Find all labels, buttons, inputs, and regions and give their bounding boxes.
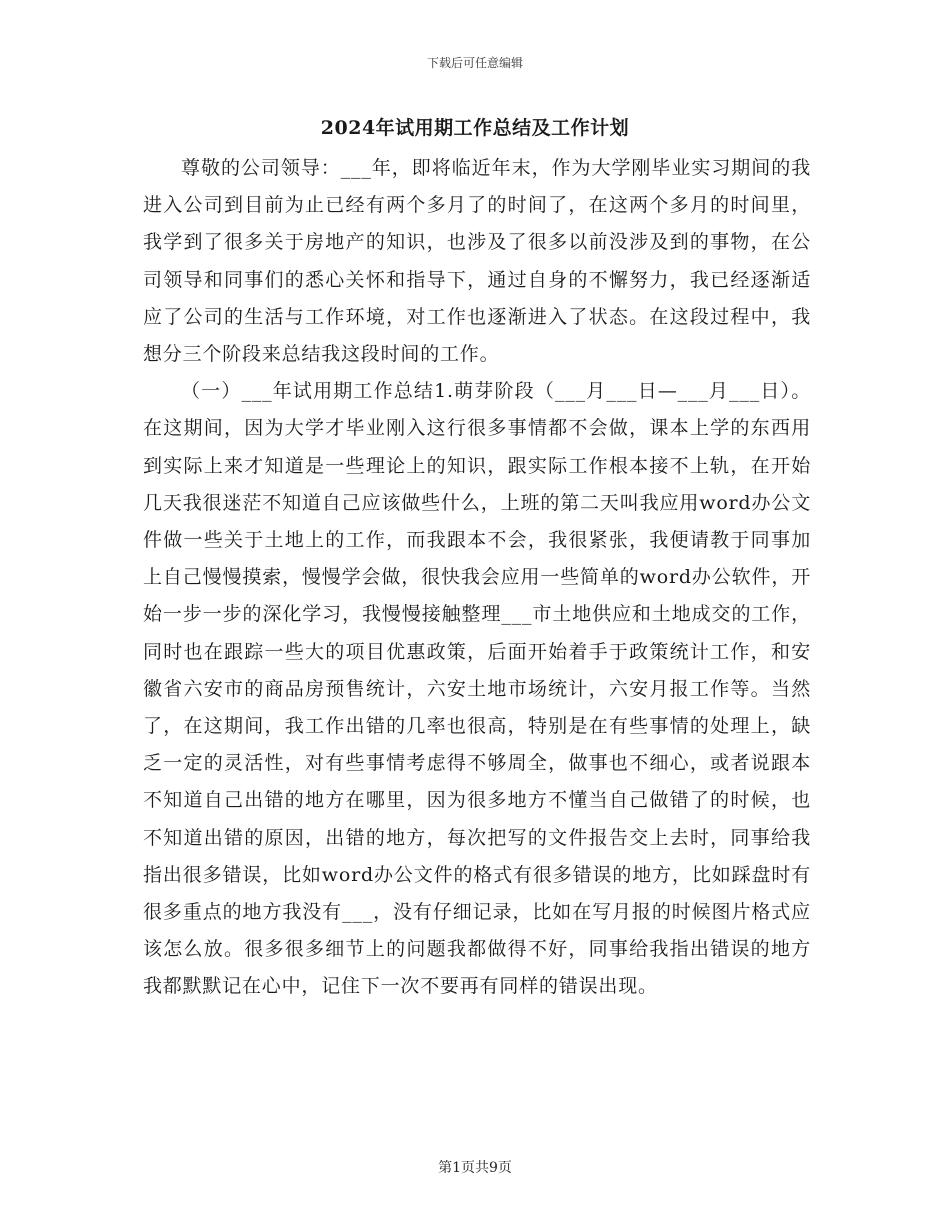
paragraph-intro: 尊敬的公司领导：___年，即将临近年末，作为大学刚毕业实习期间的我进入公司到目前为止已经有两个多月了的时间了，在这两个多月的时间里，我学到了很多关于房地产的知识，也涉及了很多以前没涉及到的事物，在公司领导和同事们的悉心关怀和指导下，通过自身的不懈努力，我已经逐渐适应了公司的生活与工作环境，对工作也逐渐进入了状态。在这段过程中，我想分三个阶段来总结我这段时间的工作。: [143, 157, 811, 366]
paragraph-section-one: （一）___年试用期工作总结1.萌芽阶段（___月___日—___月___日）。在这期间，因为大学才毕业刚入这行很多事情都不会做，课本上学的东西用到实际上来才知道是一些理论上的知识，跟实际工作根本接不上轨，在开始几天我很迷茫不知道自己应该做些什么，上班的第二天叫我应用word办公文件做一些关于土地上的工作，而我跟本不会，我很紧张，我便请教于同事加上自己慢慢摸索，慢慢学会做，很快我会应用一些简单的word办公软件，开始一步一步的深化学习，我慢慢接触整理___市土地供应和土地成交的工作，同时也在跟踪一些大的项目优惠政策，后面开始着手于政策统计工作，和安徽省六安市的商品房预售统计，六安土地市场统计，六安月报工作等。当然了，在这期间，我工作出错的几率也很高，特别是在有些事情的处理上，缺乏一定的灵活性，对有些事情考虑得不够周全，做事也不细心，或者说跟本不知道自己出错的地方在哪里，因为很多地方不懂当自己做错了的时候，也不知道出错的原因，出错的地方，每次把写的文件报告交上去时，同事给我指出很多错误，比如word办公文件的格式有很多错误的地方，比如踩盘时有很多重点的地方我没有___，没有仔细记录，比如在写月报的时候图片格式应该怎么放。很多很多细节上的问题我都做得不好，同事给我指出错误的地方我都默默记在心中，记住下一次不要再有同样的错误出现。: [143, 380, 811, 998]
document-body: [143, 150, 811, 1006]
page-number-footer: 第1页共9页: [438, 1160, 512, 1176]
document-title: 2024年试用期工作总结及工作计划: [320, 117, 630, 139]
header-note: 下载后可任意编辑: [426, 56, 523, 70]
